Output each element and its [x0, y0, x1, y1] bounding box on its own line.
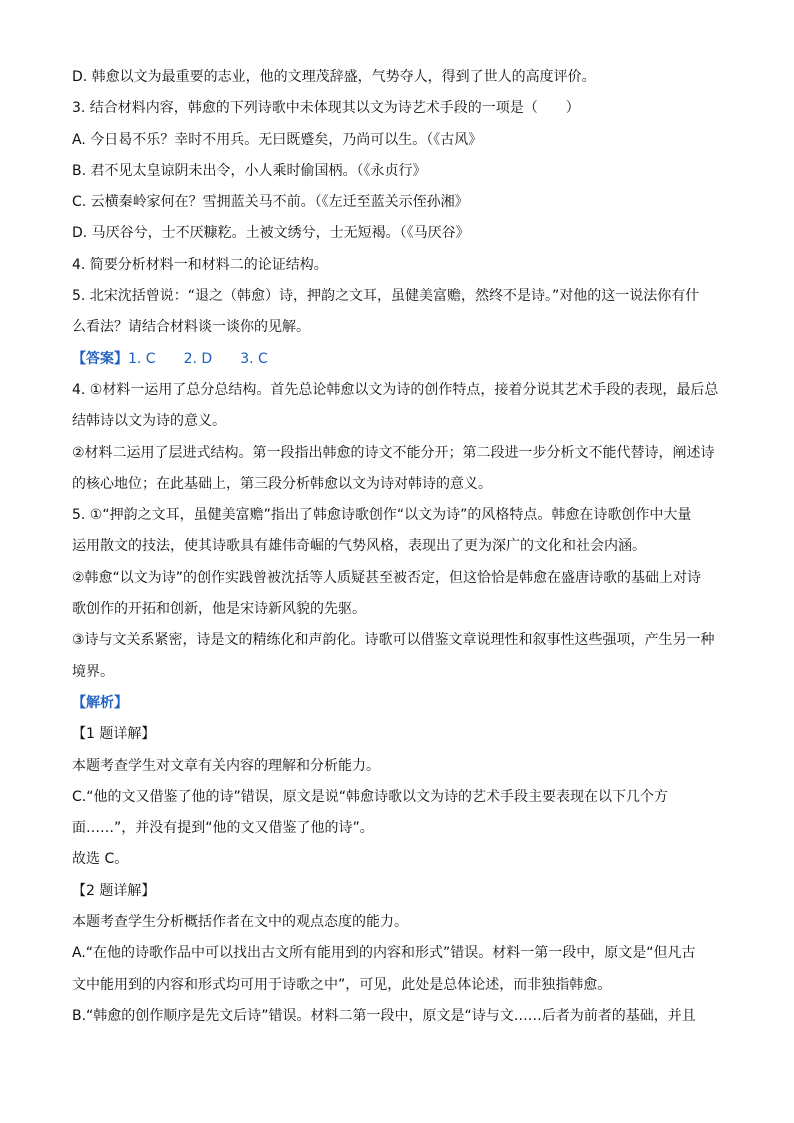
- detail-1-heading: 【1 题详解】: [72, 726, 156, 743]
- answer-item: 2. D: [183, 350, 213, 367]
- detail-2-line: A.“在他的诗歌作品中可以找出古文所有能用到的内容和形式”错误。材料一第一段中，原文是“但凡古: [72, 945, 696, 962]
- option-a: A. 今日曷不乐？幸时不用兵。无曰既蹙矣，乃尚可以生。（《古风》: [72, 131, 483, 148]
- answer-line: ②材料二运用了层进式结构。第一段指出韩愈的诗文不能分开；第二段进一步分析文不能代替诗，阐述诗: [72, 444, 715, 461]
- question-3: 3. 结合材料内容，韩愈的下列诗歌中未体现其以文为诗艺术手段的一项是（ ）: [72, 100, 580, 117]
- question-5: 5. 北宋沈括曾说：“退之（韩愈）诗，押韵之文耳，虽健美富赡，然终不是诗。”对他的这一说法你有什: [72, 288, 700, 305]
- answer-row: [72, 344, 722, 375]
- question-5-cont: 么看法？请结合材料谈一谈你的见解。: [72, 319, 310, 336]
- question-4: 4. 简要分析材料一和材料二的论证结构。: [72, 256, 328, 273]
- answer-line: 境界。: [72, 663, 114, 680]
- detail-1-line: 面……”，并没有提到“他的文又借鉴了他的诗”。: [72, 820, 374, 837]
- detail-2-heading: 【2 题详解】: [72, 882, 156, 899]
- detail-2-line: B.“韩愈的创作顺序是先文后诗”错误。材料二第一段中，原文是“诗与文……后者为前者的基础，并且: [72, 1007, 696, 1024]
- detail-2-line: 文中能用到的内容和形式均可用于诗歌之中”，可见，此处是总体论述，而非独指韩愈。: [72, 976, 612, 993]
- answer-line: ③诗与文关系紧密，诗是文的精练化和声韵化。诗歌可以借鉴文章说理性和叙事性这些强项，产生另一种: [72, 632, 715, 649]
- answer-line: 歌创作的开拓和创新，他是宋诗新风貌的先驱。: [72, 601, 366, 618]
- option-b: B. 君不见太皇谅阴未出令，小人乘时偷国柄。（《永贞行》: [72, 162, 427, 179]
- option-d-q2: D. 韩愈以文为最重要的志业，他的文理茂辞盛，气势夺人，得到了世人的高度评价。: [72, 69, 596, 85]
- answer-line: 5. ①“押韵之文耳，虽健美富赡”指出了韩愈诗歌创作“以文为诗”的风格特点。韩愈在诗歌创作中大量: [72, 507, 692, 524]
- document-body: [72, 62, 722, 1032]
- answer-tag: 【答案】: [72, 350, 128, 367]
- option-d: D. 马厌谷兮，士不厌糠籺。土被文绣兮，士无短褐。（《马厌谷》: [72, 225, 470, 242]
- answer-line: 4. ①材料一运用了总分总结构。首先总论韩愈以文为诗的创作特点，接着分说其艺术手段的表现，最后总: [72, 381, 719, 398]
- answer-line: ②韩愈“以文为诗”的创作实践曾被沈括等人质疑甚至被否定，但这恰恰是韩愈在盛唐诗歌的基础上对诗: [72, 569, 702, 586]
- detail-2-line: 本题考查学生分析概括作者在文中的观点态度的能力。: [72, 914, 408, 931]
- option-c: C. 云横秦岭家何在？雪拥蓝关马不前。（《左迁至蓝关示侄孙湘》: [72, 194, 469, 211]
- detail-1-line: C.“他的文又借鉴了他的诗”错误，原文是说“韩愈诗歌以文为诗的艺术手段主要表现在以下几个方: [72, 788, 668, 805]
- analysis-tag: 【解析】: [72, 694, 128, 711]
- answer-line: 运用散文的技法，使其诗歌具有雄伟奇崛的气势风格，表现出了更为深广的文化和社会内涵。: [72, 538, 646, 555]
- detail-1-line: 本题考查学生对文章有关内容的理解和分析能力。: [72, 757, 380, 774]
- answer-item: 1. C: [128, 350, 156, 367]
- answer-line: 的核心地位；在此基础上，第三段分析韩愈以文为诗对韩诗的意义。: [72, 475, 492, 492]
- answer-line: 结韩诗以文为诗的意义。: [72, 413, 226, 430]
- detail-1-line: 故选 C。: [72, 851, 129, 868]
- answer-item: 3. C: [240, 350, 268, 367]
